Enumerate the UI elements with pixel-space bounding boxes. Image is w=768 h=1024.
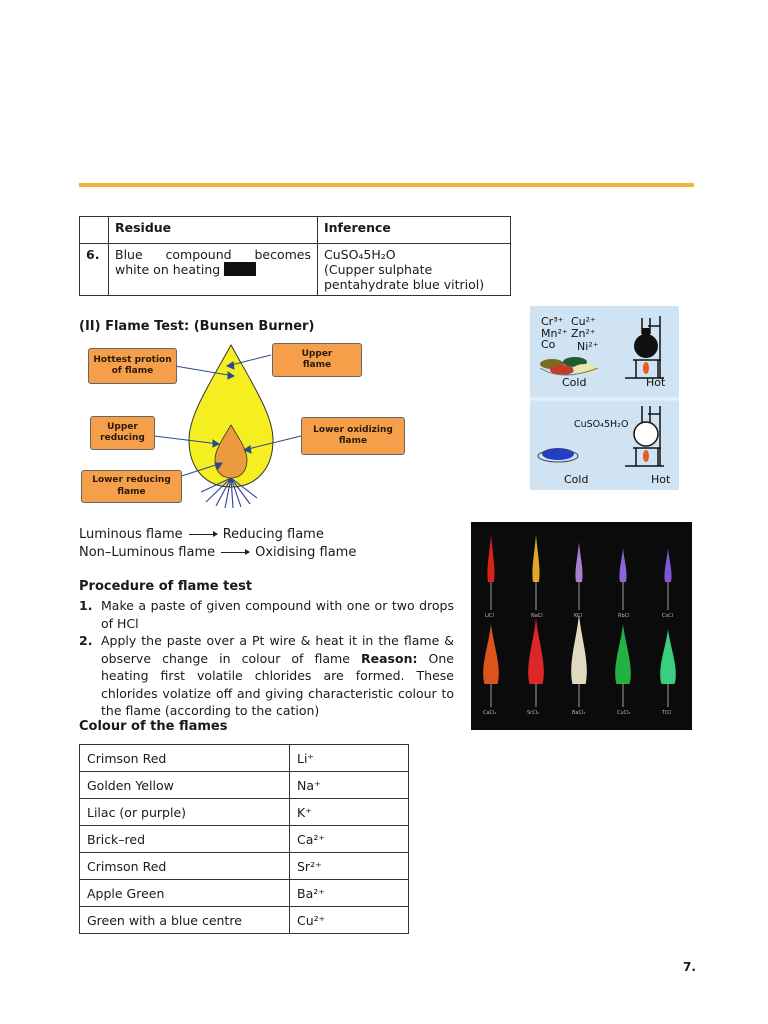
salt-label: RbCl bbox=[618, 613, 630, 619]
procedure-title: Procedure of flame test bbox=[79, 579, 253, 594]
table-header-cell bbox=[80, 217, 109, 244]
page-number: 7. bbox=[683, 960, 696, 974]
inference-text: (Cupper sulphate bbox=[324, 262, 433, 277]
ion-cell: Li⁺ bbox=[290, 745, 409, 772]
ion-label: Cu²⁺ bbox=[571, 315, 596, 328]
residue-word: Blue bbox=[115, 247, 143, 262]
ion-cell: Sr²⁺ bbox=[290, 853, 409, 880]
relation-row bbox=[79, 545, 356, 560]
inference-text: pentahydrate blue vitriol) bbox=[324, 277, 485, 292]
colour-cell: Apple Green bbox=[80, 880, 290, 907]
compound-label: CuSO₄5H₂O bbox=[574, 419, 629, 430]
procedure-step bbox=[79, 632, 454, 720]
row-number: 6. bbox=[80, 244, 109, 296]
table-row bbox=[80, 907, 409, 934]
ion-label: Co bbox=[541, 338, 556, 351]
table-row bbox=[80, 745, 409, 772]
step-text: Make a paste of given compound with one or two drops of HCl bbox=[101, 598, 454, 631]
flame-top bbox=[532, 534, 539, 582]
colour-cell: Lilac (or purple) bbox=[80, 799, 290, 826]
label-upper-flame: Upper flame bbox=[272, 343, 362, 377]
inference-formula: CuSO₄5H₂O bbox=[324, 247, 396, 262]
arrow-right-icon bbox=[189, 534, 217, 535]
relation-from: Luminous flame bbox=[79, 527, 183, 542]
salt-label: CaCl₂ bbox=[483, 710, 497, 716]
flame-top bbox=[575, 542, 582, 582]
hot-label: Hot bbox=[646, 376, 666, 389]
inference-cell bbox=[318, 244, 511, 296]
flame-bottom bbox=[660, 629, 676, 684]
salt-label: TlCl bbox=[662, 710, 672, 716]
step-number: 1. bbox=[79, 598, 93, 613]
step-text: Apply the paste over a Pt wire & heat it in the flame & observe change in colour of flame bbox=[101, 633, 454, 666]
ion-label: Ni²⁺ bbox=[577, 340, 599, 353]
flame-bottom bbox=[615, 624, 631, 684]
arrow-right-icon bbox=[221, 552, 249, 553]
flame-top bbox=[664, 548, 671, 582]
table-row bbox=[80, 853, 409, 880]
label-lower-reducing: Lower reducing flame bbox=[81, 470, 182, 503]
ion-cell: Cu²⁺ bbox=[290, 907, 409, 934]
salt-label: LiCl bbox=[485, 613, 495, 619]
flame-colour-table bbox=[79, 744, 409, 934]
ion-cell: Na⁺ bbox=[290, 772, 409, 799]
ion-label: Cr³⁺ bbox=[541, 315, 564, 328]
ion-cell: Ca²⁺ bbox=[290, 826, 409, 853]
label-upper-reducing: Upper reducing bbox=[90, 416, 155, 450]
label-hottest-portion: Hottest protion of flame bbox=[88, 348, 177, 384]
procedure-steps bbox=[79, 597, 454, 720]
flame-diagram bbox=[79, 340, 409, 510]
color-change-figure bbox=[530, 306, 679, 490]
step-number: 2. bbox=[79, 633, 93, 648]
salt-label: KCl bbox=[574, 613, 582, 619]
table-row bbox=[80, 772, 409, 799]
residue-word: compound bbox=[165, 247, 232, 262]
label-lower-oxidizing: Lower oxidizing flame bbox=[301, 417, 405, 455]
flame-bottom bbox=[528, 618, 544, 684]
salt-label: CsCl bbox=[662, 613, 673, 619]
salt-label: BaCl₂ bbox=[572, 710, 586, 716]
colour-cell: Crimson Red bbox=[80, 745, 290, 772]
header-rule bbox=[79, 183, 694, 187]
table-header-row bbox=[80, 217, 511, 244]
residue-table bbox=[79, 216, 511, 296]
table-header-cell: Residue bbox=[109, 217, 318, 244]
residue-word: becomes bbox=[254, 247, 311, 262]
colour-cell: Green with a blue centre bbox=[80, 907, 290, 934]
colour-table-title: Colour of the flames bbox=[79, 719, 228, 734]
ion-cell: Ba²⁺ bbox=[290, 880, 409, 907]
cold-label: Cold bbox=[564, 473, 589, 486]
table-header-cell: Inference bbox=[318, 217, 511, 244]
salt-label: CuCl₂ bbox=[617, 710, 631, 716]
table-row bbox=[80, 826, 409, 853]
flame-top bbox=[487, 534, 494, 582]
flame-bottom bbox=[483, 624, 499, 684]
cold-label: Cold bbox=[562, 376, 587, 389]
residue-text: white on heating bbox=[115, 262, 221, 277]
colour-cell: Brick–red bbox=[80, 826, 290, 853]
salt-label: SrCl₂ bbox=[527, 710, 540, 716]
reason-label: Reason: bbox=[361, 650, 418, 666]
flame-test-title: (II) Flame Test: (Bunsen Burner) bbox=[79, 319, 315, 334]
ion-label: Mn²⁺ bbox=[541, 327, 568, 340]
flame-top bbox=[619, 548, 626, 582]
ion-label: Zn²⁺ bbox=[571, 327, 596, 340]
colour-cell: Crimson Red bbox=[80, 853, 290, 880]
procedure-step bbox=[79, 597, 454, 632]
residue-cell bbox=[109, 244, 318, 296]
flame-bottom bbox=[571, 614, 587, 684]
redaction-box bbox=[224, 262, 256, 276]
flame-colors-photo bbox=[471, 522, 692, 730]
flame-photo-drawing bbox=[471, 522, 692, 730]
relation-to: Reducing flame bbox=[222, 527, 324, 542]
colour-cell: Golden Yellow bbox=[80, 772, 290, 799]
hot-label: Hot bbox=[651, 473, 671, 486]
relation-row bbox=[79, 527, 324, 542]
relation-from: Non–Luminous flame bbox=[79, 545, 216, 560]
table-row bbox=[80, 880, 409, 907]
table-row bbox=[80, 799, 409, 826]
table-row bbox=[80, 244, 511, 296]
step-text: One heating first volatile chlorides are formed. These chlorides volatize off and giving characteristic colour to the flame (according to the cation) bbox=[101, 650, 454, 718]
relation-to: Oxidising flame bbox=[255, 545, 357, 560]
salt-label: NaCl bbox=[531, 613, 543, 619]
ion-cell: K⁺ bbox=[290, 799, 409, 826]
